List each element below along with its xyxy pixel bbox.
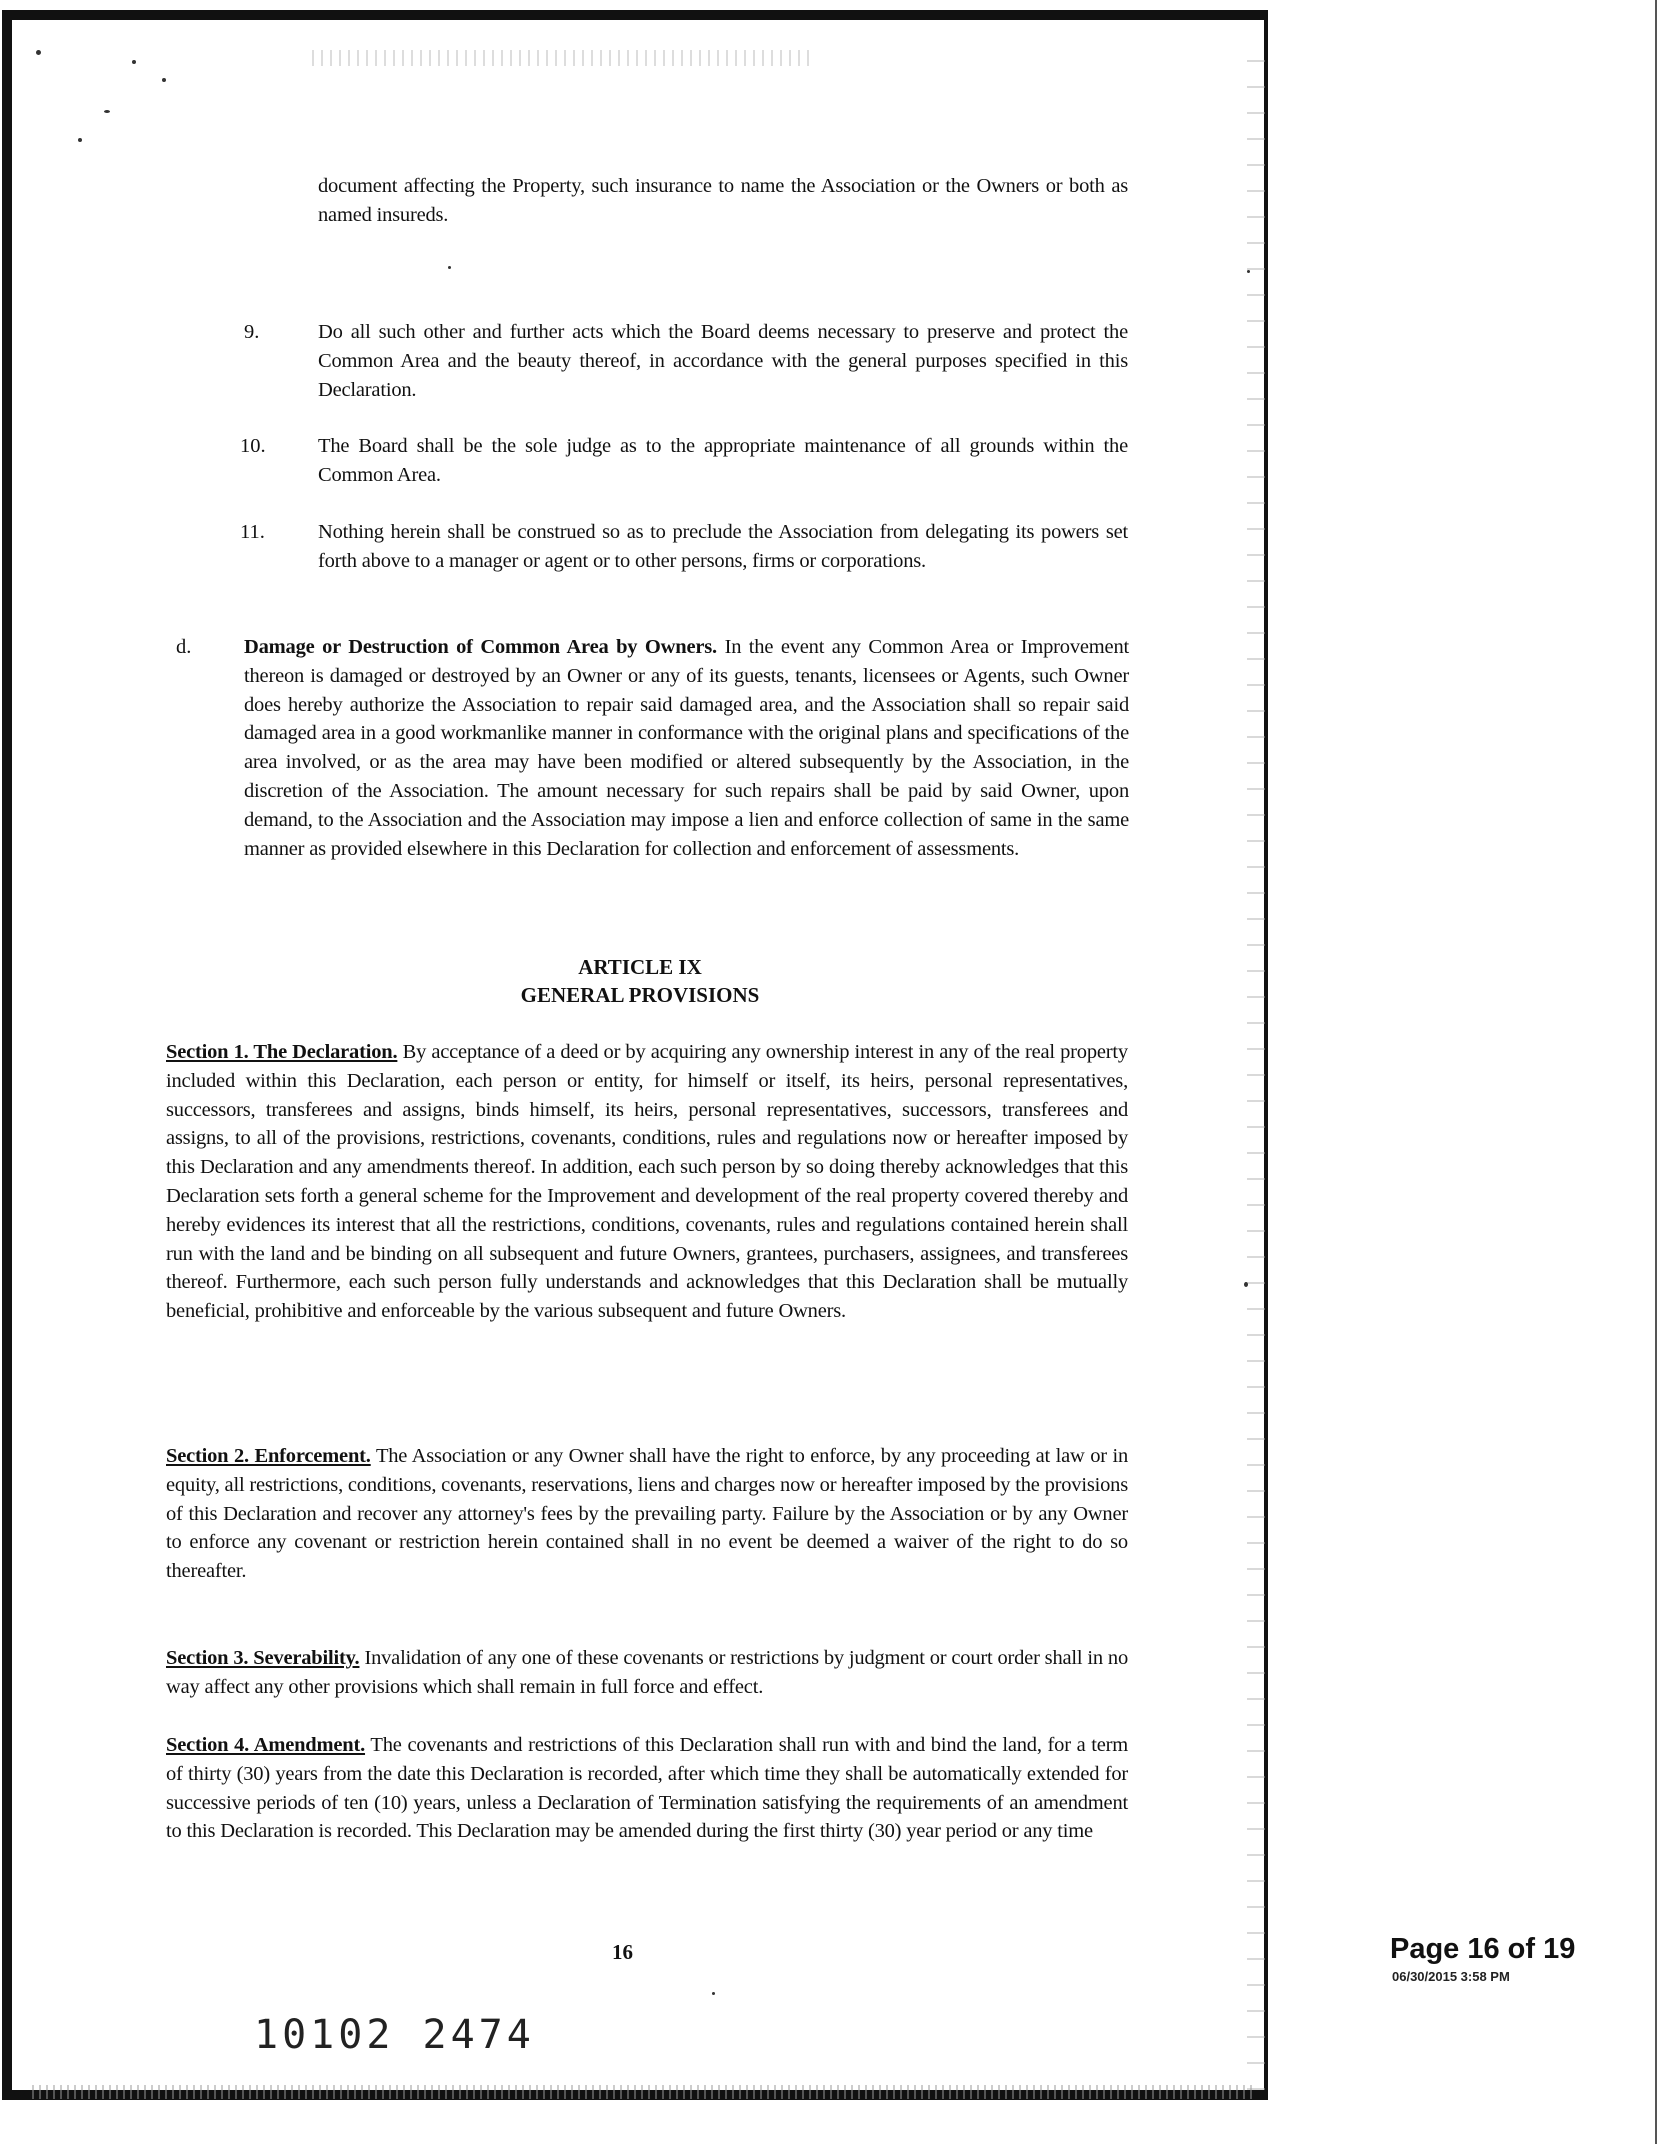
section-paragraph <box>166 1442 1128 1586</box>
section-text: By acceptance of a deed or by acquiring any ownership interest in any of the real property included within this Declaration, each person or entity, for himself or itself, its heirs, personal representatives, successors, transferees and assigns, binds himself, its heirs, personal representatives, successors, transferees and assigns, to all of the provisions, restrictions, covenants, conditions, rules and regulations now or hereafter imposed by this Declaration and any amendments thereof. In addition, each such person by so doing thereby acknowledges that this Declaration sets forth a general scheme for the Improvement and development of the real property covered thereby and hereby evidences its interest that all the restrictions, conditions, covenants, rules and regulations contained herein shall run with the land and be binding on all subsequent and future Owners, grantees, purchasers, assignees, and transferees thereof. Furthermore, each such person fully understands and acknowledges that this Declaration shall be mutually beneficial, prohibitive and enforceable by the various subsequent and future Owners. <box>166 1041 1128 1323</box>
scan-speck <box>712 1992 715 1995</box>
viewer-timestamp: 06/30/2015 3:58 PM <box>1392 1969 1510 1984</box>
scan-noise-edge <box>1247 60 1265 2090</box>
scan-noise-top <box>312 50 812 66</box>
item-number: 10. <box>240 435 266 457</box>
section-paragraph <box>166 1644 1128 1702</box>
section-paragraph <box>166 1731 1128 1846</box>
book-page-stamp: 10102 2474 <box>254 2012 535 2058</box>
section-text: The covenants and restrictions of this Declaration shall run with and bind the land, for a term of thirty (30) years from the date this Declaration is recorded, after which time they shall be automatically extended for successive periods of ten (10) years, unless a Declaration of Termination satisfying the requirements of an amendment to this Declaration is recorded. This Declaration may be amended during the first thirty (30) year period or any time <box>166 1734 1128 1843</box>
item-text: Nothing herein shall be construed so as to preclude the Association from delegating its powers set forth above to a manager or agent or to other persons, firms or corporations. <box>318 521 1128 572</box>
scan-noise-bottom <box>32 2085 1252 2099</box>
section-text: The Association or any Owner shall have the right to enforce, by any proceeding at law or in equity, all restrictions, conditions, covenants, reservations, liens and charges now or hereafter imposed by the provisions of this Declaration and recover any attorney's fees by the prevailing party. Failure by the Association or by any Owner to enforce any covenant or restriction herein contained shall in no event be deemed a waiver of the right to do so thereafter. <box>166 1445 1129 1583</box>
scan-speck <box>104 110 110 113</box>
section-paragraph <box>166 1038 1128 1326</box>
scan-speck <box>448 266 451 269</box>
viewer-page-label: Page 16 of 19 <box>1390 1933 1576 1965</box>
section-title: Section 2. Enforcement. <box>166 1445 371 1467</box>
section-title: Section 3. Severability. <box>166 1647 360 1669</box>
article-title: GENERAL PROVISIONS <box>520 983 760 1007</box>
item-text: Do all such other and further acts which the Board deems necessary to preserve and protect the Common Area and the beauty thereof, in accordance with the general purposes specified in this Declaration. <box>318 321 1128 401</box>
section-title: Section 1. The Declaration. <box>166 1041 398 1063</box>
item-number: 11. <box>240 521 265 543</box>
subsection-d-text: In the event any Common Area or Improvement thereon is damaged or destroyed by an Owner or any of its guests, tenants, licensees or Agents, such Owner does hereby authorize the Association to repair said damaged area, and the Association shall so repair said damaged area in a good workmanlike manner in conformance with the original plans and specifications of the area involved, or as the area may have been modified or altered subsequently by the Association, in the discretion of the Association. The amount necessary for such repairs shall be paid by said Owner, upon demand, to the Association and the Association may impose a lien and enforce collection of same in the same manner as provided elsewhere in this Declaration for collection and enforcement of assessments. <box>244 636 1129 860</box>
section-text: Invalidation of any one of these covenants or restrictions by judgment or court order shall in no way affect any other provisions which shall remain in full force and effect. <box>166 1647 1128 1698</box>
scan-speck <box>36 50 41 55</box>
subsection-d-title: Damage or Destruction of Common Area by Owners. <box>244 636 717 658</box>
scan-speck <box>162 78 166 82</box>
subsection-d-paragraph <box>244 633 1129 863</box>
page-number: 16 <box>612 1940 633 1964</box>
continuation-paragraph: document affecting the Property, such insurance to name the Association or the Owners or both as named insureds. <box>318 175 1128 226</box>
scan-speck <box>1244 1282 1248 1287</box>
scan-speck <box>78 138 82 142</box>
scan-speck <box>132 60 136 64</box>
item-text: The Board shall be the sole judge as to the appropriate maintenance of all grounds within the Common Area. <box>318 435 1128 486</box>
section-title: Section 4. Amendment. <box>166 1734 366 1756</box>
item-number: 9. <box>244 321 260 343</box>
article-number: ARTICLE IX <box>578 955 702 979</box>
scan-speck <box>1247 270 1250 273</box>
subsection-letter: d. <box>176 636 192 658</box>
viewer-divider <box>1655 0 1657 2144</box>
